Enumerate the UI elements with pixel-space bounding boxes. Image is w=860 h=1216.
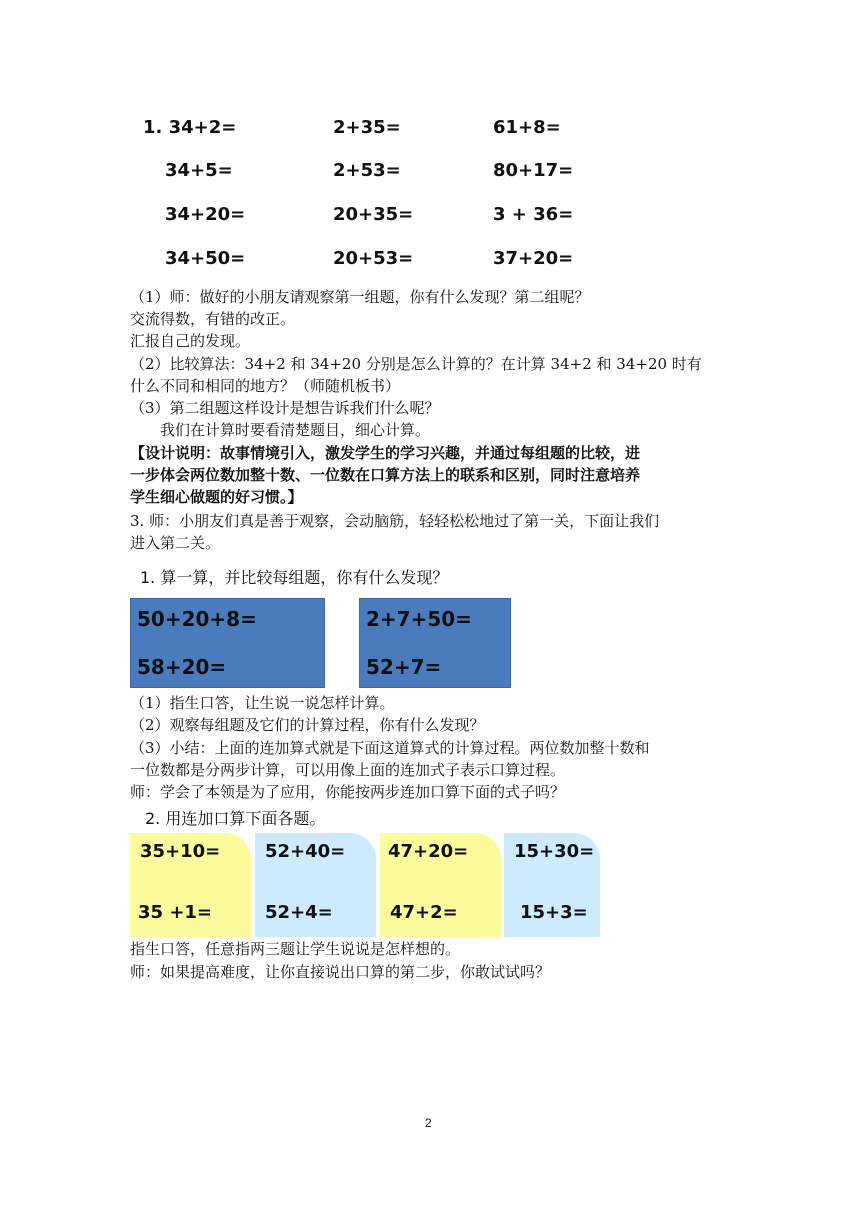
paragraph-line: 汇报自己的发现。	[130, 332, 251, 350]
paragraph-line: 什么不同和相同的地方？（师随机板书）	[130, 377, 401, 395]
card-1-top-expression: 35+10=	[140, 841, 221, 862]
paragraph-line: （1）师：做好的小朋友请观察第一组题，你有什么发现？第二组呢？	[130, 288, 590, 306]
ex1-r2-c1: 34+5=	[165, 160, 233, 181]
paragraph-line: 一位数都是分两步计算，可以用像上面的连加式子表示口算过程。	[130, 761, 566, 779]
box-1-top-expression: 50+20+8=	[137, 607, 257, 631]
box-2-bottom-expression: 52+7=	[366, 655, 442, 679]
ex1-r4-c3: 37+20=	[493, 248, 574, 269]
card-1-bottom-expression: 35 +1=	[138, 902, 213, 923]
paragraph-line: （2）比较算法：34+2 和 34+20 分别是怎么计算的？在计算 34+2 和 34+20 时有	[130, 355, 702, 373]
design-note-line: 学生细心做题的好习惯。】	[130, 488, 303, 506]
paragraph-line: （3）第二组题这样设计是想告诉我们什么呢？	[130, 399, 440, 417]
paragraph-line: 指生口答，任意指两三题让学生说说是怎样想的。	[130, 940, 461, 958]
paragraph-line: （2）观察每组题及它们的计算过程，你有什么发现？	[130, 716, 485, 734]
ex1-r1-c2: 2+35=	[333, 117, 401, 138]
exercise-2-title: 1. 算一算，并比较每组题，你有什么发现？	[140, 568, 449, 587]
card-4-bottom-expression: 15+3=	[520, 902, 588, 923]
paragraph-line: （3）小结：上面的连加算式就是下面这道算式的计算过程。两位数加整十数和	[130, 739, 650, 757]
ex1-r2-c3: 80+17=	[493, 160, 574, 181]
ex1-r3-c3: 3 + 36=	[493, 204, 574, 225]
ex1-r3-c1: 34+20=	[165, 204, 246, 225]
exercise-3-card-4	[504, 833, 600, 937]
exercise-3-title: 2. 用连加口算下面各题。	[145, 809, 326, 828]
card-2-bottom-expression: 52+4=	[265, 902, 333, 923]
box-1-bottom-expression: 58+20=	[137, 655, 227, 679]
design-note-line: 【设计说明：故事情境引入，激发学生的学习兴趣，并通过每组题的比较，进	[130, 444, 641, 462]
ex1-r1-c3: 61+8=	[493, 117, 561, 138]
card-3-top-expression: 47+20=	[388, 841, 469, 862]
paragraph-line: 我们在计算时要看清楚题目，细心计算。	[130, 421, 431, 439]
paragraph-line: 师：如果提高难度，让你直接说出口算的第二步，你敢试试吗？	[130, 963, 551, 981]
exercise-2-box-1	[130, 598, 325, 688]
ex1-r4-c1: 34+50=	[165, 248, 246, 269]
ex1-r1-c1: 1. 34+2=	[143, 117, 237, 138]
exercise-3-card-1	[130, 833, 251, 937]
exercise-3-card-2	[255, 833, 376, 937]
design-note-line: 一步体会两位数加整十数、一位数在口算方法上的联系和区别，同时注意培养	[130, 466, 641, 484]
ex1-r2-c2: 2+53=	[333, 160, 401, 181]
page-number: 2	[425, 1116, 432, 1130]
paragraph-line: 3. 师：小朋友们真是善于观察，会动脑筋，轻轻松松地过了第一关，下面让我们	[130, 512, 660, 530]
paragraph-line: 交流得数，有错的改正。	[130, 310, 296, 328]
card-4-top-expression: 15+30=	[514, 841, 595, 862]
ex1-r4-c2: 20+53=	[333, 248, 414, 269]
card-3-bottom-expression: 47+2=	[390, 902, 458, 923]
exercise-2-box-2	[359, 598, 511, 688]
box-2-top-expression: 2+7+50=	[366, 607, 472, 631]
paragraph-line: （1）指生口答，让生说一说怎样计算。	[130, 694, 395, 712]
card-2-top-expression: 52+40=	[265, 841, 346, 862]
exercise-3-card-3	[380, 833, 501, 937]
paragraph-line: 进入第二关。	[130, 534, 221, 552]
paragraph-line: 师：学会了本领是为了应用，你能按两步连加口算下面的式子吗？	[130, 783, 566, 801]
ex1-r3-c2: 20+35=	[333, 204, 414, 225]
